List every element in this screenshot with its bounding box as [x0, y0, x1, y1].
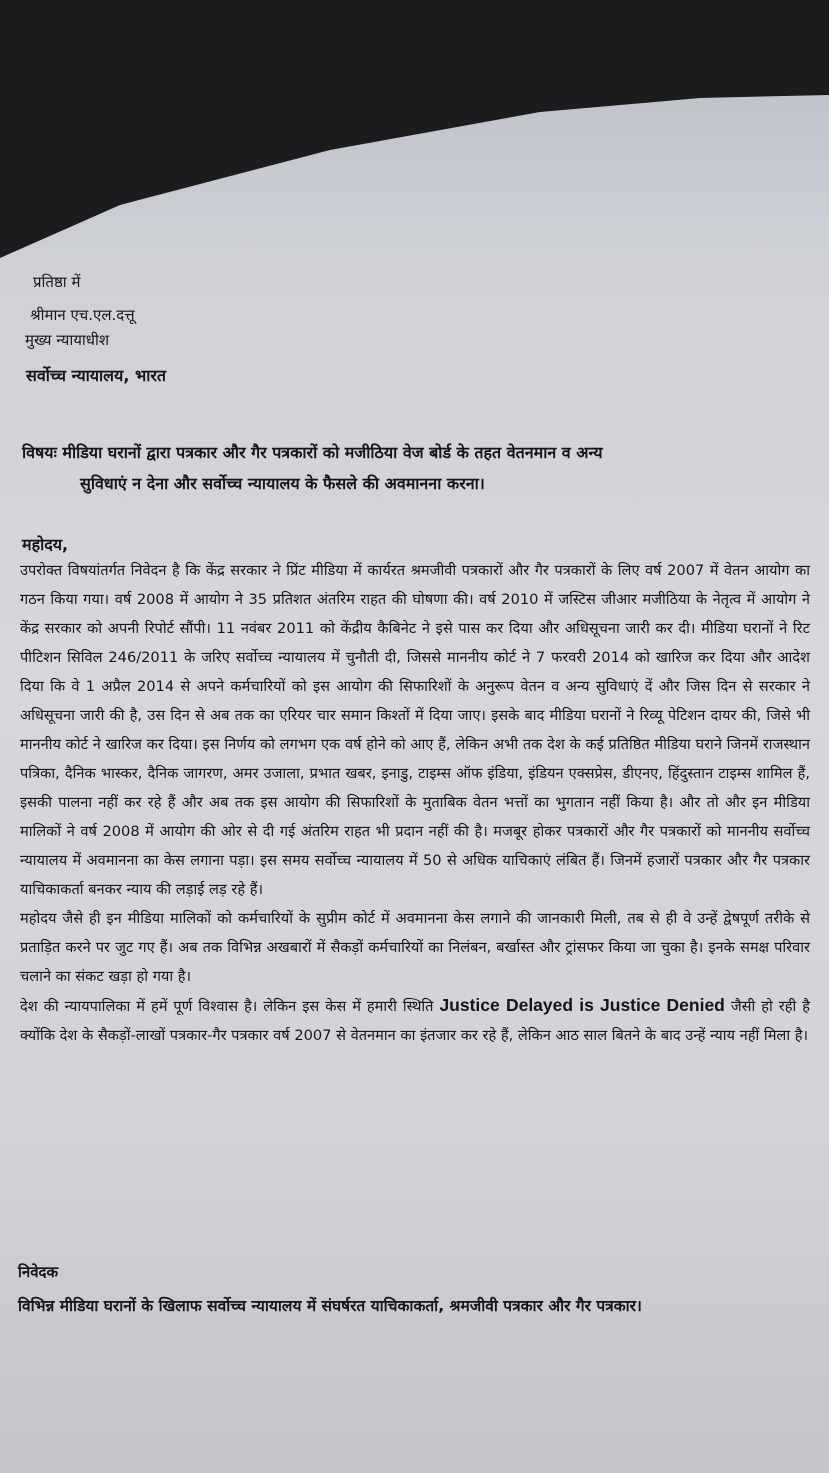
paragraph-3: [20, 991, 810, 1050]
recipient-name: श्रीमान एच.एल.दत्तू: [30, 306, 135, 324]
recipient-salutation: प्रतिष्ठा में: [33, 273, 81, 291]
subject-line-2: सुविधाएं न देना और सर्वोच्च न्यायालय के फैसले की अवमानना करना।: [80, 474, 485, 493]
salutation: महोदय,: [22, 535, 69, 554]
recipient-organization: सर्वोच्च न्यायालय, भारत: [26, 366, 167, 385]
subject-line-1: विषयः मीडिया घरानों द्वारा पत्रकार और गैर पत्रकारों को मजीठिया वेज बोर्ड के तहत वेतनमान व अन्य: [22, 443, 603, 462]
paragraph-1: उपरोक्त विषयांतर्गत निवेदन है कि केंद्र सरकार ने प्रिंट मीडिया में कार्यरत श्रमजीवी पत्रकारों और गैर पत्रकारों के लिए वर्ष 2007 में वेतन आयोग का गठन किया गया। वर्ष 2008 में आयोग ने 35 प्रतिशत अंतरिम राहत की घोषणा की। वर्ष 2010 में जस्टिस जीआर मजीठिया के नेतृत्व में आयोग ने केंद्र सरकार को अपनी रिपोर्ट सौंपी। 11 नवंबर 2011 को केंद्रीय कैबिनेट ने इसे पास कर दिया और अधिसूचना जारी कर दी। मीडिया घरानों ने रिट पीटिशन सिविल 246/2011 के जरिए सर्वोच्च न्यायालय में चुनौती दी, जिससे माननीय कोर्ट ने 7 फरवरी 2014 को खारिज कर दिया और आदेश दिया कि वे 1 अप्रैल 2014 से अपने कर्मचारियों को इस आयोग की सिफारिशों के अनुरूप वेतन व अन्य सुविधाएं दें और जिस दिन से सरकार ने अधिसूचना जारी की है, उस दिन से अब तक का एरियर चार समान किश्तों में दिया जाए। इसके बाद मीडिया घरानों ने रिव्यू पेटिशन दायर की, जिसे भी माननीय कोर्ट ने खारिज कर दिया। इस निर्णय को लगभग एक वर्ष होने को आए हैं, लेकिन अभी तक देश के कई प्रतिष्ठित मीडिया घराने जिनमें राजस्थान पत्रिका, दैनिक भास्कर, दैनिक जागरण, अमर उजाला, प्रभात खबर, इनाडु, टाइम्स ऑफ इंडिया, इंडियन एक्सप्रेस, डीएनए, हिंदुस्तान टाइम्स शामिल हैं, इसकी पालना नहीं कर रहे हैं और अब तक इस आयोग की सिफारिशों के मुताबिक वेतन भत्तों का भुगतान नहीं किया है। और तो और इन मीडिया मालिकों ने वर्ष 2008 में आयोग की ओर से दी गई अंतरिम राहत भी प्रदान नहीं की है। मजबूर होकर पत्रकारों और गैर पत्रकारों को माननीय सर्वोच्च न्यायालय में अवमानना का केस लगाना पड़ा। इस समय सर्वोच्च न्यायालय में 50 से अधिक याचिकाएं लंबित हैं। जिनमें हजारों पत्रकार और गैर पत्रकार याचिकाकर्ता बनकर न्याय की लड़ाई लड़ रहे हैं।: [20, 562, 810, 898]
signoff-label: निवेदक: [18, 1263, 59, 1281]
paragraph-2: महोदय जैसे ही इन मीडिया मालिकों को कर्मचारियों के सुप्रीम कोर्ट में अवमानना केस लगाने की जानकारी मिली, तब से ही वे उन्हें द्वेषपूर्ण तरीके से प्रताड़ित करने पर जुट गए हैं। अब तक विभिन्न अखबारों में सैकड़ों कर्मचारियों का निलंबन, बर्खास्त और ट्रांसफर किया जा चुका है। इनके समक्ष परिवार चलाने का संकट खड़ा हो गया है।: [20, 910, 810, 985]
paragraph-3-english-phrase: Justice Delayed is Justice Denied: [439, 995, 725, 1015]
recipient-designation: मुख्य न्यायाधीश: [25, 331, 110, 349]
signoff-text: विभिन्न मीडिया घरानों के खिलाफ सर्वोच्च न्यायालय में संघर्षरत याचिकाकर्ता, श्रमजीवी पत्रकार और गैर पत्रकार।: [18, 1297, 642, 1315]
subject: [22, 437, 812, 499]
paragraph-3-start: देश की न्यायपालिका में हमें पूर्ण विश्वास है। लेकिन इस केस में हमारी स्थिति: [20, 998, 440, 1015]
paragraph-3-end: जैसी हो रही है क्योंकि देश के सैकड़ों-लाखों पत्रकार-गैर पत्रकार वर्ष 2007 से वेतनमान का इंतजार कर रहे हैं, लेकिन आठ साल बितने के बाद उन्हें न्याय नहीं मिला है।: [20, 998, 810, 1044]
letter-body: [20, 556, 810, 1050]
